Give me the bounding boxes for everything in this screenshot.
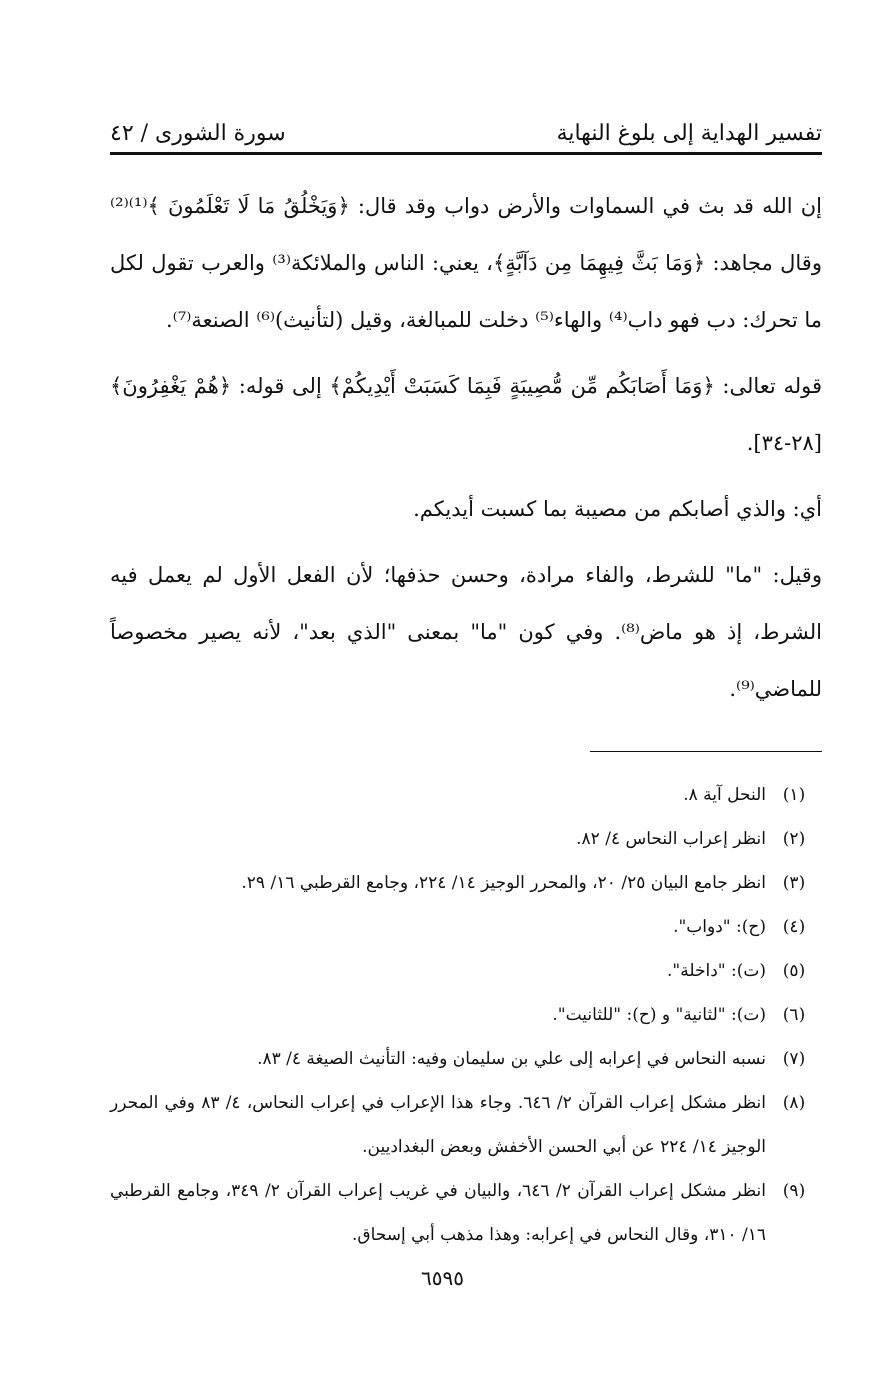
footnote-text: انظر مشكل إعراب القرآن ٢/ ٦٤٦. وجاء هذا الإعراب في إعراب النحاس، ٤/ ٨٣ وفي المحرر الوجيز ١٤/ ٢٢٤ عن أبي الحسن الأخفش وبعض البغداديين. xyxy=(110,1093,766,1157)
main-text xyxy=(110,178,822,727)
footnote-text: انظر مشكل إعراب القرآن ٢/ ٦٤٦، والبيان في غريب إعراب القرآن ٢/ ٣٤٩، وجامع القرطبي ١٦/ ٣١٠، وقال النحاس في إعرابه: وهذا مذهب أبي إسحاق. xyxy=(110,1181,766,1245)
footnote-number: (٥) xyxy=(782,961,806,981)
footnote-number: (٣) xyxy=(782,873,806,893)
footnote xyxy=(110,817,822,861)
footnote xyxy=(110,1169,822,1257)
footnote xyxy=(110,993,822,1037)
footnote-text: نسبه النحاس في إعرابه إلى علي بن سليمان وفيه: التأنيث الصيغة ٤/ ٨٣. xyxy=(257,1049,766,1069)
footnote-text: (ح): "دواب". xyxy=(673,917,766,937)
header-rule xyxy=(110,152,822,155)
footnote-number: (٨) xyxy=(782,1093,806,1113)
paragraph-4: وقيل: "ما" للشرط، والفاء مرادة، وحسن حذفها؛ لأن الفعل الأول لم يعمل فيه الشرط، إذ هو ماض⁽⁸⁾. وفي كون "ما" بمعنى "الذي بعد"، لأنه يصير مخصوصاً للماضي⁽⁹⁾. xyxy=(110,563,822,701)
footnote-text: انظر جامع البيان ٢٥/ ٢٠، والمحرر الوجيز ١٤/ ٢٢٤، وجامع القرطبي ١٦/ ٢٩. xyxy=(241,873,766,893)
footnote xyxy=(110,905,822,949)
footnote-number: (٧) xyxy=(782,1049,806,1069)
paragraph-2: قوله تعالى: ﴿وَمَا أَصَابَكُم مِّن مُّصِيبَةٍ فَبِمَا كَسَبَتْ أَيْدِيكُمْ﴾ إلى قوله: ﴿هُمْ يَغْفِرُونَ﴾[٢٨-٣٤]. xyxy=(110,374,822,455)
footnote-text: (ت): "لثانية" و (ح): "للثانيت". xyxy=(552,1005,766,1025)
running-header xyxy=(110,106,822,146)
footnote-text: (ت): "داخلة". xyxy=(667,961,766,981)
footnote-number: (١) xyxy=(782,785,806,805)
footnotes xyxy=(110,773,822,1257)
page-number: ٦٥٩٥ xyxy=(421,1266,464,1290)
footnote-text: النحل آية ٨. xyxy=(683,785,766,805)
footnote-number: (٤) xyxy=(782,917,806,937)
footnote-text: انظر إعراب النحاس ٤/ ٨٢. xyxy=(576,829,766,849)
footnote-number: (٢) xyxy=(782,829,806,849)
footnote xyxy=(110,861,822,905)
footnote-number: (٩) xyxy=(782,1181,806,1201)
footnote-number: (٦) xyxy=(782,1005,806,1025)
footnote xyxy=(110,1081,822,1169)
footnote xyxy=(110,949,822,993)
paragraph-3: أي: والذي أصابكم من مصيبة بما كسبت أيديكم. xyxy=(413,497,822,521)
footnote xyxy=(110,773,822,817)
footnote-separator xyxy=(590,751,822,752)
paragraph-1: إن الله قد بث في السماوات والأرض دواب وقد قال: ﴿وَيَخْلُقُ مَا لَا تَعْلَمُونَ ﴾⁽¹⁾⁽²⁾ وقال مجاهد: ﴿وَمَا بَثَّ فِيهِمَا مِن دَآبَّةٍ﴾، يعني: الناس والملائكة⁽³⁾ والعرب تقول لكل ما تحرك: دب فهو داب⁽⁴⁾ والهاء⁽⁵⁾ دخلت للمبالغة، وقيل (لتأنيث)⁽⁶⁾ الصنعة⁽⁷⁾. xyxy=(110,194,822,332)
book-title: تفسير الهداية إلى بلوغ النهاية xyxy=(556,121,822,146)
surah-title: سورة الشورى / ٤٢ xyxy=(110,121,286,146)
footnote xyxy=(110,1037,822,1081)
